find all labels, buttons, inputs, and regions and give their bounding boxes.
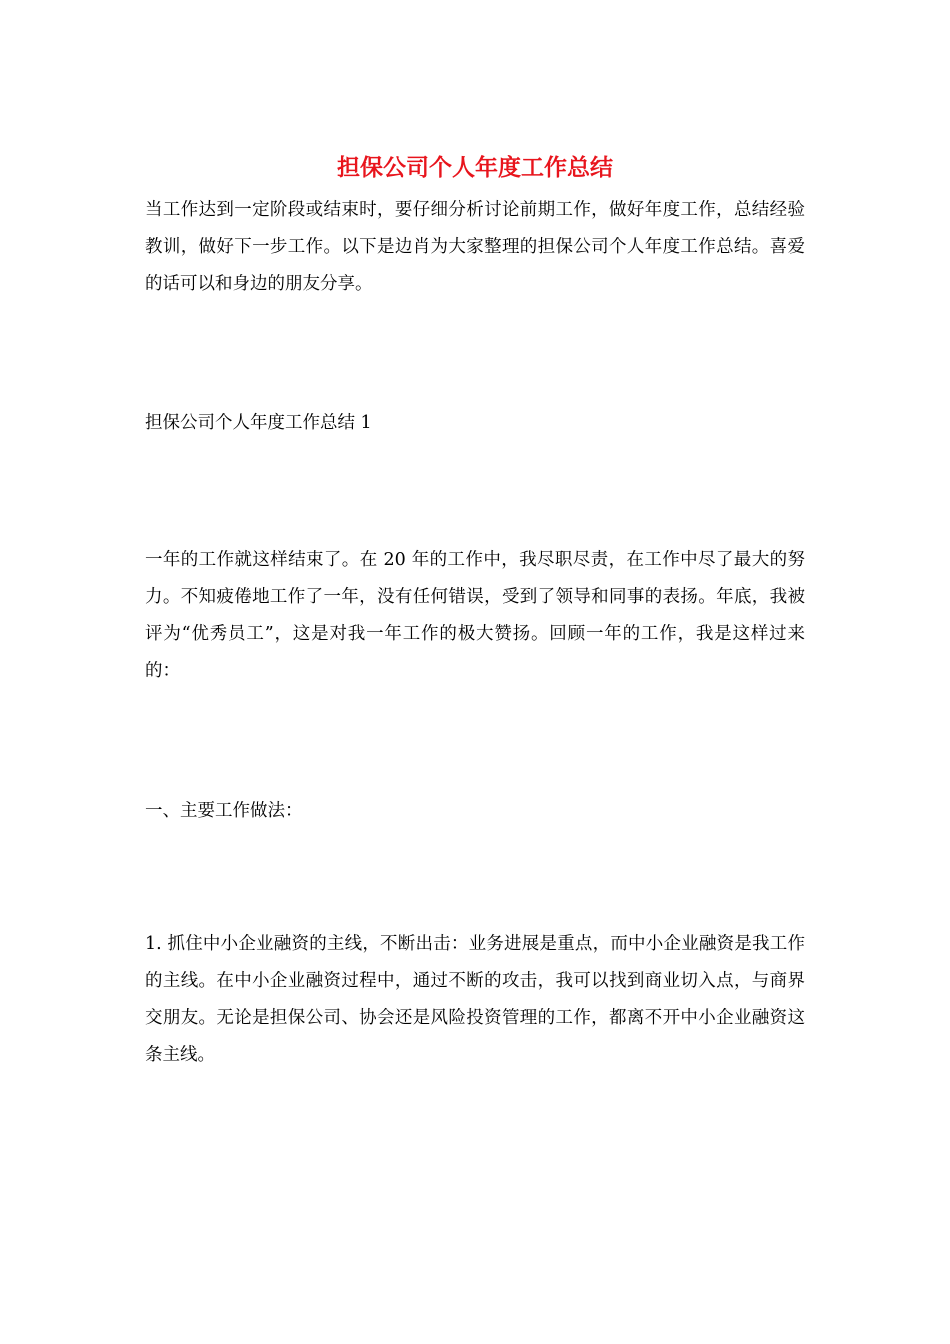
document-title: 担保公司个人年度工作总结: [337, 154, 613, 181]
work-item-paragraph: 1. 抓住中小企业融资的主线，不断出击：业务进展是重点，而中小企业融资是我工作的主线。在中小企业融资过程中，通过不断的攻击，我可以找到商业切入点，与商界交朋友。无论是担保公司、协会还是风险投资管理的工作，都离不开中小企业融资这条主线。: [145, 934, 805, 1065]
section-subtitle: 担保公司个人年度工作总结 1: [145, 413, 372, 433]
intro-paragraph: 当工作达到一定阶段或结束时，要仔细分析讨论前期工作，做好年度工作，总结经验教训，做好下一步工作。以下是边肖为大家整理的担保公司个人年度工作总结。喜爱的话可以和身边的朋友分享。: [145, 200, 805, 294]
year-review-paragraph: 一年的工作就这样结束了。在 20 年的工作中，我尽职尽责，在工作中尽了最大的努力。不知疲倦地工作了一年，没有任何错误，受到了领导和同事的表扬。年底，我被评为“优秀员工”，这是对我一年工作的极大赞扬。回顾一年的工作，我是这样过来的：: [145, 550, 805, 681]
section-heading-main-work: 一、主要工作做法：: [145, 801, 303, 821]
